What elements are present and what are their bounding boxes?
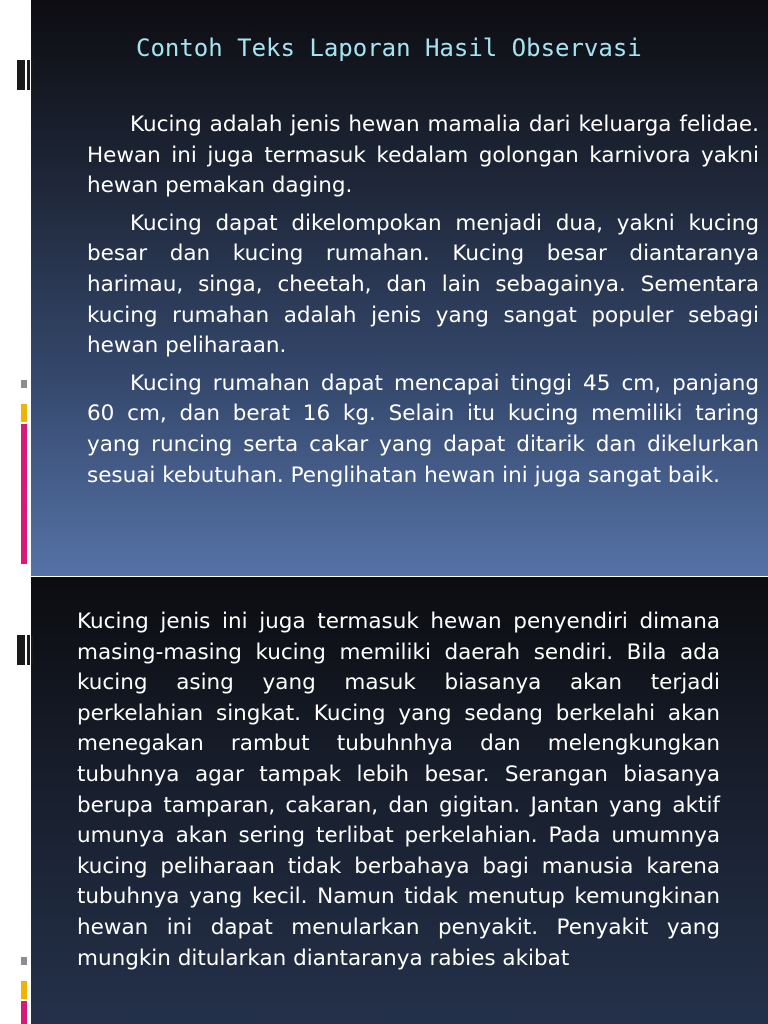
slide-title: Contoh Teks Laporan Hasil Observasi [136, 34, 642, 62]
accent-pink-bar [21, 1001, 27, 1024]
accent-gold-mark [21, 981, 27, 999]
paragraph: Kucing adalah jenis hewan mamalia dari keluarga felidae. Hewan ini juga termasuk kedalam golongan karnivora yakni hewan pemakan daging. [87, 112, 759, 199]
paragraph: Kucing dapat dikelompokan menjadi dua, yakni kucing besar dan kucing rumahan. Kucing besar diantaranya harimau, singa, cheetah, dan lain sebagainya. Sementara kucing rumahan adalah jenis yang sangat populer sebagi hewan peliharaan. [87, 210, 759, 359]
accent-gray-mark [21, 957, 27, 965]
accent-gold-mark [21, 404, 27, 422]
slide-1-body [87, 110, 759, 498]
paragraph: Kucing jenis ini juga termasuk hewan penyendiri dimana masing-masing kucing memiliki daerah sendiri. Bila ada kucing asing yang masuk biasanya akan terjadi perkelahian singkat. Kucing yang sedang berkelahi akan menegakan rambut tubuhnhya dan melengkungkan tubuhnya agar tampak lebih besar. Serangan biasanya berupa tamparan, cakaran, dan gigitan. Jantan yang aktif umunya akan sering terlibat perkelahian. Pada umumnya kucing peliharaan tidak berbahaya bagi manusia karena tubuhnya yang kecil. Namun tidak menutup kemungkinan hewan ini dapat menularkan penyakit. Penyakit yang mungkin ditularkan diantaranya rabies akibat [77, 609, 720, 971]
accent-pink-bar [21, 424, 27, 564]
accent-gray-mark [21, 380, 27, 388]
slide-2 [0, 577, 768, 1024]
paragraph: Kucing rumahan dapat mencapai tinggi 45 cm, panjang 60 cm, dan berat 16 kg. Selain itu kucing memiliki taring yang runcing serta cakar yang dapat ditarik dan dikelurkan sesuai kebutuhan. Penglihatan hewan ini juga sangat baik. [87, 370, 759, 488]
slide-2-body [77, 607, 720, 981]
